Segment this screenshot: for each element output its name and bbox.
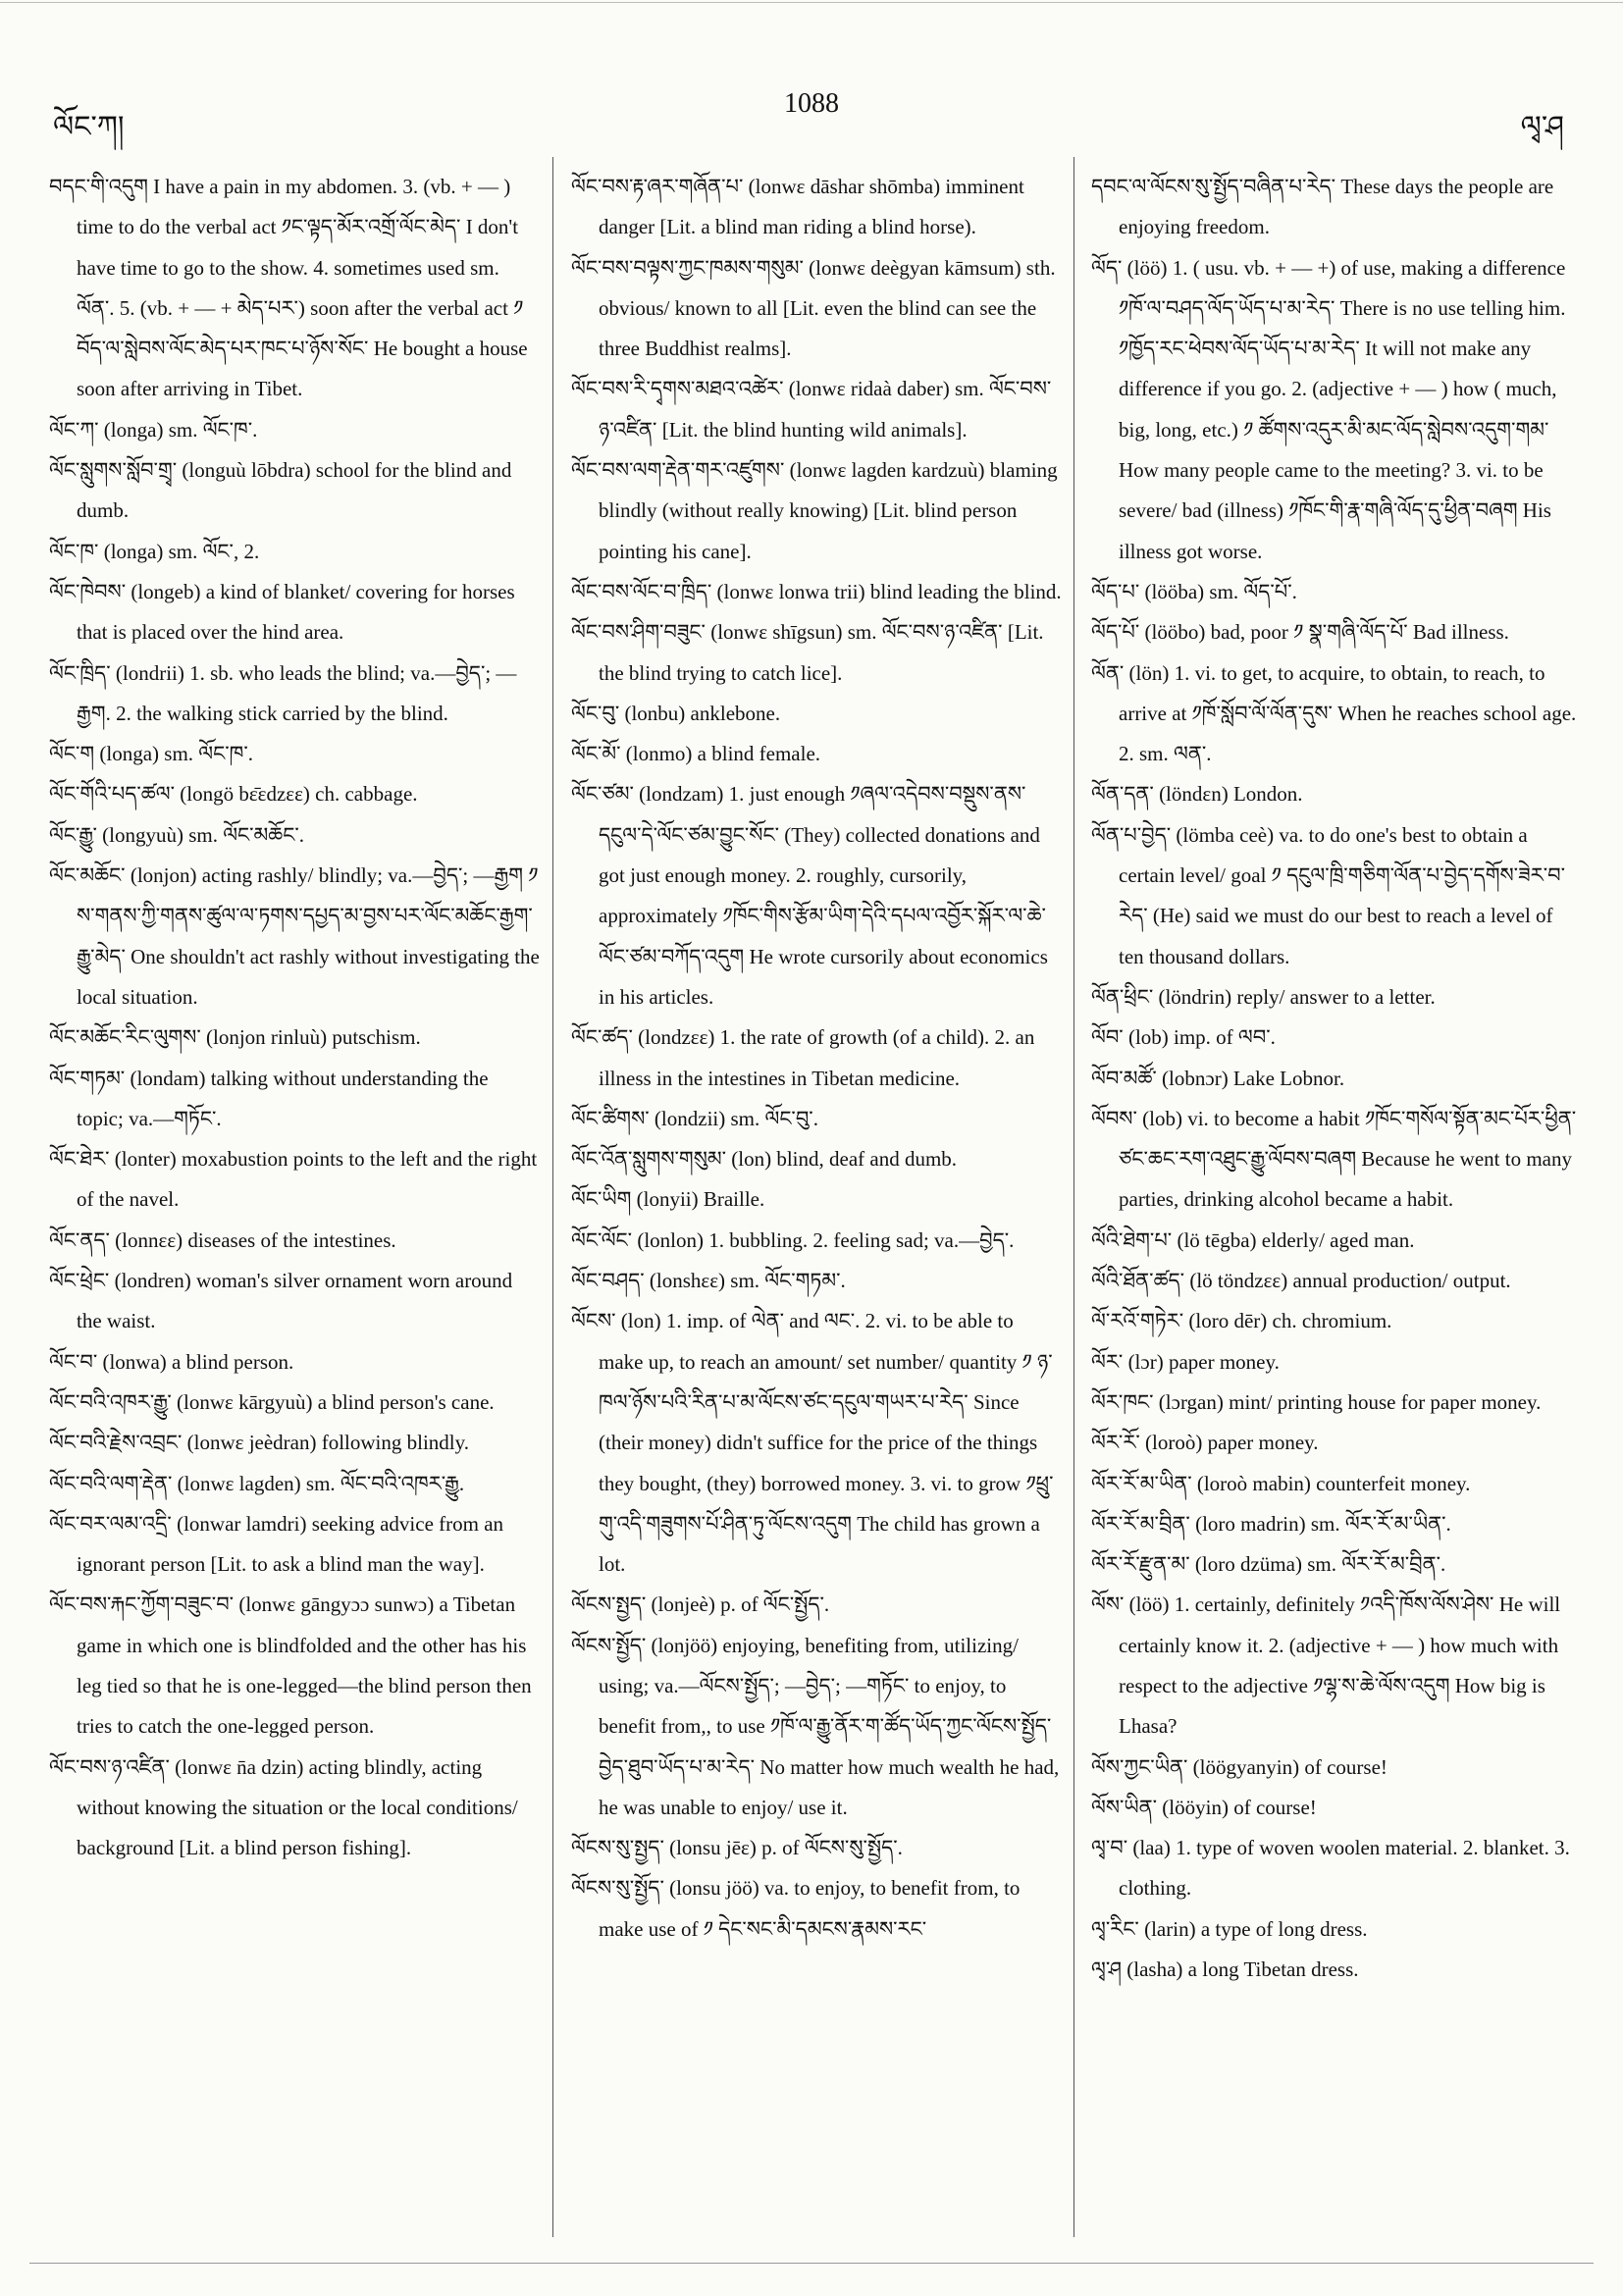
- dictionary-entry: ལོའི་ཐོན་ཚད་ (lö töndzɛɛ) annual production/ output.: [1091, 1269, 1511, 1293]
- dictionary-entry: དབང་ལ་ལོངས་སུ་སྤྱོད་བཞིན་པ་རེད་ These days the people are enjoying freedom.: [1091, 175, 1554, 239]
- dictionary-entry: ལོང་བས་རྐང་ཀྱོག་བཟུང་བ་ (lonwɛ gāngyɔɔ sunwɔ) a Tibetan game in which one is blindfolded and the other has his leg tied so that he is one-legged—the blind person then tries to catch the one-legged person.: [49, 1592, 532, 1739]
- dictionary-entry: ལོང་བུ་ (lonbu) anklebone.: [571, 701, 781, 725]
- dictionary-entry: ལོང་ཐེར་ (lonter) moxabustion points to the left and the right of the navel.: [49, 1147, 538, 1212]
- dictionary-entry: ལོང་མཆོང་རིང་ལུགས་ (lonjon rinluù) putschism.: [49, 1025, 421, 1050]
- dictionary-entry: ལོང་བས་ཉ་འཛིན་ (lonwɛ n̄a dzin) acting blindly, acting without knowing the situation or the local conditions/ background [Lit. a blind person fishing].: [49, 1754, 518, 1860]
- dictionary-entry: ལོང་བར་ལམ་འདྲི་ (lonwar lamdri) seeking advice from an ignorant person [Lit. to ask a blind man the way].: [49, 1511, 504, 1577]
- dictionary-entry: ལོང་ཡིག (lonyii) Braille.: [571, 1187, 765, 1212]
- dictionary-entry: ལོང་བའི་རྗེས་འབྲང་ (lonwɛ jeèdran) following blindly.: [49, 1431, 470, 1455]
- dictionary-entry: ལོང་ཚད་ (londzɛɛ) 1. the rate of growth (of a child). 2. an illness in the intestines in Tibetan medicine.: [571, 1025, 1035, 1090]
- dictionary-entry: ལོངས་སུ་སྤྱད་ (lonsu jēɛ) p. of ལོངས་སུ་སྤྱོད་.: [571, 1836, 903, 1860]
- dictionary-entry: ལོང་ཀ་ (longa) sm. ལོང་ཁ་.: [49, 417, 258, 442]
- dictionary-entry: ལོང་བཤད་ (lonshɛɛ) sm. ལོང་གཏམ་.: [571, 1269, 846, 1293]
- dictionary-entry: ལོབ་མཚོ་ (lobnɔr) Lake Lobnor.: [1091, 1066, 1345, 1090]
- dictionary-entry: ལོང་གཏམ་ (londam) talking without understanding the topic; va.—གཏོང་.: [49, 1066, 489, 1130]
- dictionary-entry: ལོབ་ (lob) imp. of ལབ་.: [1091, 1025, 1276, 1050]
- dictionary-entry: ལོབས་ (lob) vi. to become a habit ༡ཁོང་གསོལ་སྟོན་མང་པོར་ཕྱིན་ཙང་ཆང་རག་འཐུང་རྒྱུ་ལོབས་བཞག Because he went to many parties, drinking alcohol became a habit.: [1091, 1106, 1577, 1212]
- dictionary-entry: ལྭ་བ་ (laa) 1. type of woven woolen material. 2. blanket. 3. clothing.: [1091, 1836, 1570, 1901]
- dictionary-entry: ལོང་བས་ལོང་བ་ཁྲིད་ (lonwɛ lonwa trii) blind leading the blind.: [571, 579, 1062, 603]
- dictionary-entry: ལོང་མོ་ (lonmo) a blind female.: [571, 742, 821, 766]
- dictionary-entry: ལོང་སླུགས་སློབ་གྲྭ་ (longuù lōbdra) school for the blind and dumb.: [49, 458, 512, 523]
- dictionary-entry: ལོངས་ (lon) 1. imp. of ལེན་ and ལང་. 2. vi. to be able to make up, to reach an amount/ set number/ quantity ༡ ཉ་ཁལ་ཉོས་པའི་རིན་པ་མ་ལོངས་ཙང་དངུལ་གཡར་པ་རེད་ Since (their money) didn't suffice for the price of the things they bought, (they) borrowed money. 3. vi. to grow ༡ཕྲུ་གུ་འདི་གཟུགས་པོ་ཤིན་ཏུ་ལོངས་འདུག The child has grown a lot.: [571, 1309, 1054, 1577]
- column-2: [571, 167, 1062, 1950]
- dictionary-entry: ལོང་གོའི་པད་ཚལ་ (longö bɛ̄ɛdzɛɛ) ch. cabbage.: [49, 782, 418, 807]
- dictionary-entry: ལོང་ཁེབས་ (longeb) a kind of blanket/ covering for horses that is placed over the hind area.: [49, 579, 515, 645]
- column-1: [49, 167, 540, 1868]
- page-top-edge: [0, 2, 1623, 9]
- dictionary-entry: ལོང་ཚིགས་ (londzii) sm. ལོང་བུ་.: [571, 1106, 818, 1130]
- dictionary-entry: ལོང་བས་ཤིག་བཟུང་ (lonwɛ shīgsun) sm. ལོང་བས་ཉ་འཛིན་ [Lit. the blind trying to catch lice].: [571, 620, 1044, 685]
- dictionary-entry: ལོས་ཀྱང་ཡིན་ (löögyanyin) of course!: [1091, 1754, 1387, 1779]
- dictionary-entry: ལོང་མཆོང་ (lonjon) acting rashly/ blindly; va.—བྱེད་; —རྒྱག ༡ ས་གནས་ཀྱི་གནས་ཚུལ་ལ་ཏགས་དཔྱད་མ་བྱས་པར་ལོང་མཆོང་རྒྱག་རྒྱུ་མེད་ One shouldn't act rashly without investigating the local situation.: [49, 863, 540, 1009]
- dictionary-entry: ལྭ་ཤ (lasha) a long Tibetan dress.: [1091, 1957, 1359, 1982]
- page-bottom-edge: [29, 2263, 1594, 2264]
- column-divider: [1073, 157, 1074, 2237]
- dictionary-entry: ལོང་ག (longa) sm. ལོང་ཁ་.: [49, 742, 253, 766]
- dictionary-entry: ལྭ་རིང་ (larin) a type of long dress.: [1091, 1916, 1368, 1941]
- dictionary-entry: ལོད་པ་ (lööba) sm. ལོད་པོ་.: [1091, 579, 1297, 603]
- dictionary-entry: ལོངས་སུ་སྤྱོད་ (lonsu jöö) va. to enjoy, to benefit from, to make use of ༡ དེང་སང་མི་དམངས་རྣམས་རང་: [571, 1876, 1021, 1941]
- dictionary-entry: ལོང་ཕྲེང་ (londren) woman's silver ornament worn around the waist.: [49, 1269, 513, 1333]
- dictionary-entry: ལོངས་སྤྱད་ (lonjeè) p. of ལོང་སྤྱོད་.: [571, 1592, 830, 1617]
- dictionary-entry: ལོ་རའོ་གཏེར་ (loro dēr) ch. chromium.: [1091, 1309, 1392, 1333]
- dictionary-entry: ལོང་བའི་འཁར་རྒྱུ་ (lonwɛ kārgyuù) a blind person's cane.: [49, 1389, 495, 1414]
- dictionary-entry: ལོར་ཁང་ (lɔrgan) mint/ printing house for paper money.: [1091, 1389, 1542, 1414]
- running-head-right: ལྭ་ཤ: [1520, 110, 1564, 144]
- dictionary-entry: ལོར་ (lɔr) paper money.: [1091, 1349, 1280, 1374]
- dictionary-entry: ལོང་ཁྲིད་ (londrii) 1. sb. who leads the blind; va.—བྱེད་; —རྒྱག. 2. the walking stick carried by the blind.: [49, 660, 517, 725]
- dictionary-entry: ལོད་པོ་ (lööbo) bad, poor ༡ སྣ་གཞི་ལོད་པོ་ Bad illness.: [1091, 620, 1509, 645]
- dictionary-entry: ལོངས་སྤྱོད་ (lonjöö) enjoying, benefiting from, utilizing/ using; va.—ལོངས་སྤྱོད་; —བྱེད་; —གཏོང་ to enjoy, to benefit from,, to use ༡ཁོ་ལ་རྒྱུ་ནོར་ག་ཚོད་ཡོད་ཀྱང་ལོངས་སྤྱོད་བྱེད་ཐུབ་ཡོད་པ་མ་རེད་ No matter how much wealth he had, he was unable to enjoy/ use it.: [571, 1633, 1060, 1819]
- running-head-left: ལོང་ཀ།: [53, 110, 125, 144]
- dictionary-entry: ལོར་རོ་ (loroò) paper money.: [1091, 1431, 1319, 1455]
- dictionary-entry: བདང་གི་འདུག I have a pain in my abdomen. 3. (vb. + — ) time to do the verbal act ༡ང་ལྟད་མོར་འགྲོ་ལོང་མེད་ I don't have time to go to the show. 4. sometimes used sm. ལོན་. 5. (vb. + — + མེད་པར་) soon after the verbal act ༡ བོད་ལ་སླེབས་ལོང་མེད་པར་ཁང་པ་ཉོས་སོང་ He bought a house soon after arriving in Tibet.: [49, 175, 528, 401]
- dictionary-entry: ལོང་བ་ (lonwa) a blind person.: [49, 1349, 294, 1374]
- page-number: 1088: [784, 88, 839, 119]
- dictionary-entry: ལོང་བས་བལྟས་ཀྱང་ཁམས་གསུམ་ (lonwɛ deègyan kāmsum) sth. obvious/ known to all [Lit. even the blind can see the three Buddhist realms].: [571, 255, 1056, 361]
- dictionary-entry: ལོས་ (löö) 1. certainly, definitely ༡འདི་ཁོས་ལོས་ཤེས་ He will certainly know it. 2. (adjective + — ) how much with respect to the adjective ༡ལྷ་ས་ཆེ་ལོས་འདུག How big is Lhasa?: [1091, 1592, 1561, 1739]
- dictionary-entry: ལོན་ཕྲིང་ (löndrin) reply/ answer to a letter.: [1091, 984, 1436, 1009]
- dictionary-entry: ལོང་བས་རྟ་ཞར་གཞོན་པ་ (lonwɛ dāshar shōmba) imminent danger [Lit. a blind man riding a blind horse).: [571, 175, 1024, 239]
- dictionary-entry: ལོང་བའི་ལག་རྡེན་ (lonwɛ lagden) sm. ལོང་བའི་འཁར་རྒྱུ.: [49, 1471, 465, 1495]
- dictionary-entry: ལོང་ནད་ (lonnɛɛ) diseases of the intestines.: [49, 1227, 396, 1252]
- column-divider: [552, 157, 553, 2237]
- dictionary-entry: ལོན་པ་བྱེད་ (lömba ceè) va. to do one's best to obtain a certain level/ goal ༡ དངུལ་ཁྲི་གཅིག་ལོན་པ་བྱེད་དགོས་ཟེར་བ་རེད་ (He) said we must do our best to reach a level of ten thousand dollars.: [1091, 822, 1566, 968]
- dictionary-entry: ལོང་ཁ་ (longa) sm. ལོང་, 2.: [49, 539, 260, 563]
- dictionary-entry: ལོང་ཙམ་ (londzam) 1. just enough ༡ཞལ་འདེབས་བསྡུས་ནས་དངུལ་དེ་ལོང་ཙམ་བྱུང་སོང་ (They) collected donations and got just enough money. 2. roughly, cursorily, approximately ༡ཁོང་གིས་རྩོམ་ཡིག་དེའི་དཔལ་འབྱོར་སྐོར་ལ་ཆེ་ལོང་ཙམ་བཀོད་འདུག He wrote cursorily about economics in his articles.: [571, 782, 1048, 1009]
- dictionary-entry: ལོང་རྒྱུ་ (longyuù) sm. ལོང་མཆོང་.: [49, 822, 305, 847]
- dictionary-entry: ལོའི་ཐེག་པ་ (lö tēgba) elderly/ aged man.: [1091, 1227, 1415, 1252]
- dictionary-entry: ལོང་བས་ལག་རྡེན་གར་འཛུགས་ (lonwɛ lagden kardzuù) blaming blindly (without really knowing) [Lit. blind person pointing his cane].: [571, 458, 1058, 563]
- dictionary-entry: ལོར་རོ་མ་བྲིན་ (loro madrin) sm. ལོར་རོ་མ་ཡིན་.: [1091, 1511, 1451, 1536]
- column-3: [1091, 167, 1582, 1990]
- dictionary-entry: ལོང་འོན་སླུགས་གསུམ་ (lon) blind, deaf and dumb.: [571, 1147, 958, 1172]
- dictionary-entry: ལོད་ (löö) 1. ( usu. vb. + — +) of use, making a difference ༡ཁོ་ལ་བཤད་ལོད་ཡོད་པ་མ་རེད་ There is no use telling him. ༡ཁྱོད་རང་ཕེབས་ལོད་ཡོད་པ་མ་རེད་ It will not make any difference if you go. 2. (adjective + — ) how ( much, big, long, etc.) ༡ ཚོགས་འདུར་མི་མང་ལོད་སླེབས་འདུག་གམ་ How many people came to the meeting? 3. vi. to be severe/ bad (illness) ༡ཁོང་གི་རྣ་གཞི་ལོད་དུ་ཕྱིན་བཞག His illness got worse.: [1091, 255, 1566, 563]
- dictionary-entry: ལོར་རོ་རྫུན་མ་ (loro dzüma) sm. ལོར་རོ་མ་བྲིན་.: [1091, 1552, 1446, 1577]
- dictionary-entry: ལོན་དན་ (löndɛn) London.: [1091, 782, 1303, 807]
- dictionary-entry: ལོང་བས་རི་དྭགས་མཐའ་འཚེར་ (lonwɛ ridaà daber) sm. ལོང་བས་ཉ་འཛིན་ [Lit. the blind hunting wild animals].: [571, 377, 1052, 442]
- dictionary-entry: ལོར་རོ་མ་ཡིན་ (loroò mabin) counterfeit money.: [1091, 1471, 1471, 1495]
- dictionary-entry: ལོན་ (lön) 1. vi. to get, to acquire, to obtain, to reach, to arrive at ༡ཁོ་སློབ་ལོ་ལོན་དུས་ When he reaches school age. 2. sm. ལན་.: [1091, 660, 1577, 766]
- dictionary-entry: ལོས་ཡིན་ (lööyin) of course!: [1091, 1795, 1317, 1819]
- dictionary-entry: ལོང་ལོང་ (lonlon) 1. bubbling. 2. feeling sad; va.—བྱེད་.: [571, 1227, 1015, 1252]
